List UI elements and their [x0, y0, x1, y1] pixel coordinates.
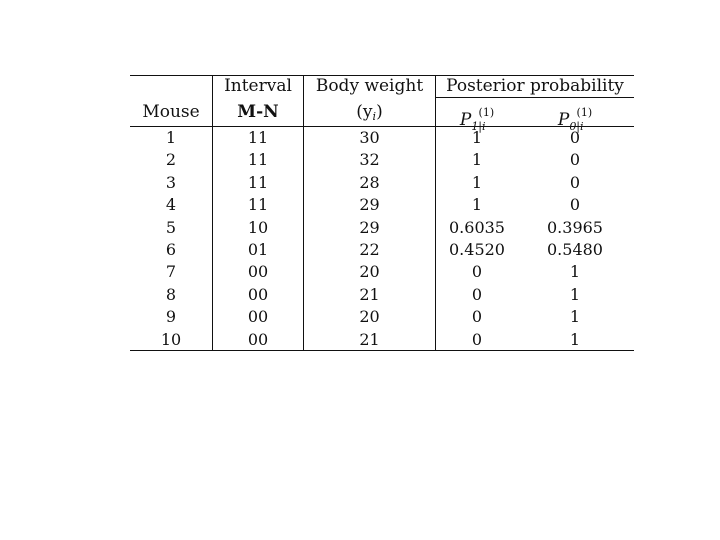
cell-p1: 1 — [471, 150, 483, 170]
p0-base: P — [557, 110, 570, 130]
cell-mouse: 6 — [165, 240, 177, 259]
cell-weight: 32 — [359, 150, 380, 170]
cell-weight: 20 — [359, 307, 380, 327]
cell-mouse: 3 — [165, 172, 177, 192]
cell-p0: 0 — [569, 172, 581, 192]
p1-superscript: (1) — [478, 106, 495, 119]
cell-p0: 0.3965 — [547, 217, 603, 237]
header-interval: Interval — [224, 76, 292, 96]
cell-mouse: 1 — [165, 128, 177, 147]
cell-p1: 1 — [471, 172, 483, 192]
cell-mouse: 5 — [165, 217, 177, 237]
cell-weight: 29 — [359, 195, 380, 215]
cell-interval: 00 — [247, 262, 269, 282]
cell-p0: 1 — [569, 284, 581, 304]
header-mouse: Mouse — [142, 102, 200, 122]
cell-p1: 0.4520 — [449, 240, 505, 259]
cell-weight: 28 — [359, 172, 380, 192]
cell-p0: 1 — [569, 262, 581, 282]
cell-mouse: 2 — [165, 150, 177, 170]
cell-mouse: 8 — [165, 284, 177, 304]
cell-p0: 0 — [569, 150, 581, 170]
p1-base: P — [459, 110, 472, 130]
cell-p1: 1 — [471, 128, 483, 147]
cell-mouse: 4 — [165, 195, 177, 215]
cell-p1: 1 — [471, 195, 483, 215]
weight-close: ) — [376, 102, 383, 122]
cell-p1: 0 — [471, 262, 483, 282]
p0-subscript: 0|i — [569, 120, 584, 133]
cell-weight: 20 — [359, 262, 380, 282]
cell-weight: 21 — [359, 329, 380, 349]
cell-p1: 0 — [471, 284, 483, 304]
p1-subscript: 1|i — [471, 120, 486, 133]
cell-weight: 22 — [359, 240, 380, 259]
cell-interval: 11 — [247, 128, 269, 147]
cell-weight: 30 — [359, 128, 380, 147]
header-posterior-probability: Posterior probability — [446, 76, 624, 96]
header-body-weight: Body weight — [315, 76, 424, 96]
cell-p0: 0 — [569, 128, 581, 147]
header-interval-mn: M-N — [237, 102, 279, 122]
cell-p1: 0 — [471, 307, 483, 327]
cell-interval: 00 — [247, 307, 269, 327]
weight-subscript: i — [372, 110, 377, 123]
cell-interval: 01 — [247, 240, 269, 259]
weight-open: (y — [356, 102, 373, 122]
cell-interval: 11 — [247, 195, 269, 215]
table-bottom-rule — [130, 350, 634, 351]
cell-p0: 0 — [569, 195, 581, 215]
cell-p1: 0.6035 — [449, 217, 505, 237]
cell-interval: 00 — [247, 284, 269, 304]
cell-mouse: 10 — [160, 329, 182, 349]
cell-mouse: 9 — [165, 307, 177, 327]
header-body-weight-symbol — [304, 102, 435, 127]
cell-interval: 11 — [247, 172, 269, 192]
cell-weight: 29 — [359, 217, 380, 237]
cell-mouse: 7 — [165, 262, 177, 282]
cell-interval: 00 — [247, 329, 269, 349]
posterior-underline-rule — [436, 97, 634, 98]
cell-p1: 0 — [471, 329, 483, 349]
cell-p0: 0.5480 — [547, 240, 603, 259]
cell-p0: 1 — [569, 307, 581, 327]
cell-interval: 10 — [247, 217, 269, 237]
cell-interval: 11 — [247, 150, 269, 170]
cell-weight: 21 — [359, 284, 380, 304]
cell-p0: 1 — [569, 329, 581, 349]
p0-superscript: (1) — [576, 106, 593, 119]
